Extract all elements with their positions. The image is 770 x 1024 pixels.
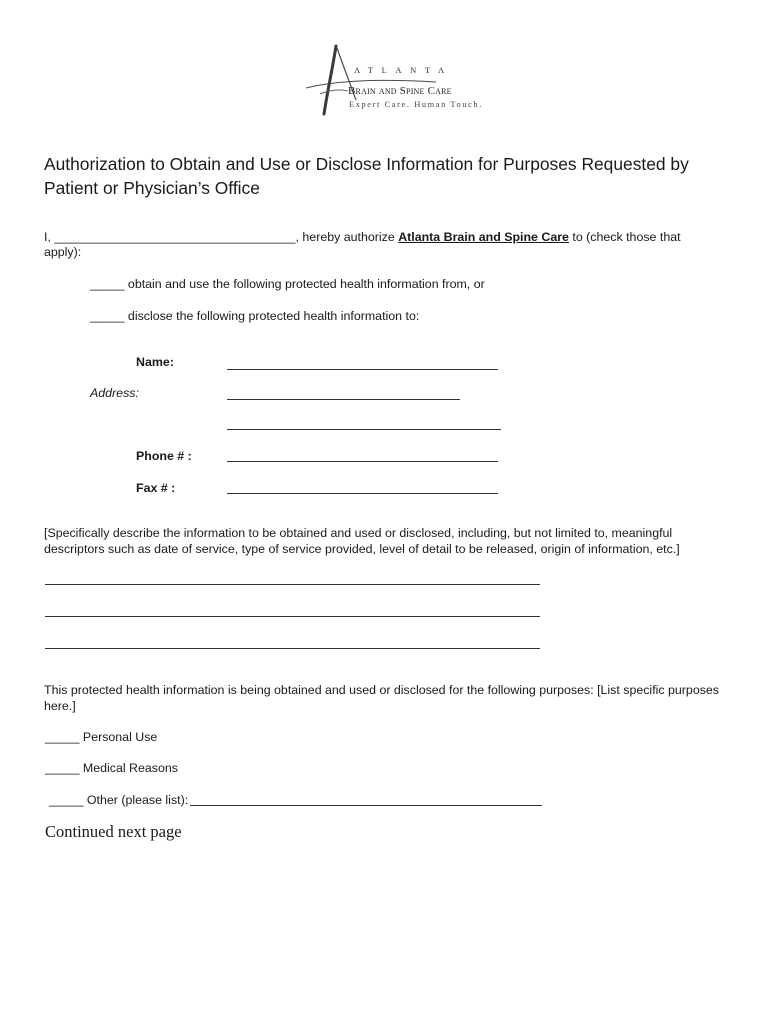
authorization-line — [44, 229, 681, 245]
option-obtain-checkbox[interactable]: _____ — [90, 277, 125, 291]
option-obtain — [90, 276, 485, 292]
purpose-other-field[interactable] — [190, 805, 542, 806]
authorize-continued: apply): — [44, 245, 82, 259]
description-line-2[interactable] — [45, 616, 540, 617]
fax-field[interactable] — [227, 493, 498, 494]
purpose-other-checkbox[interactable]: _____ — [49, 793, 84, 807]
purpose-personal — [45, 729, 157, 745]
logo-letters: ATLANTA — [354, 65, 453, 75]
phone-field[interactable] — [227, 461, 498, 462]
logo-a-mark-icon — [300, 42, 500, 122]
describe-instructions: [Specifically describe the information to be obtained and used or disclosed, including, but not limited to, meaningful descriptors such as date of service, type of service provided, level of detail to be released, origin of information, etc.] — [44, 526, 680, 556]
authorize-middle: , hereby authorize — [295, 230, 395, 244]
purpose-personal-label: Personal Use — [82, 730, 158, 744]
description-line-3[interactable] — [45, 648, 540, 649]
option-obtain-label: obtain and use the following protected health information from, or — [127, 277, 485, 291]
fax-label: Fax # : — [136, 481, 176, 495]
option-disclose — [90, 308, 419, 324]
purpose-other-label: Other (please list): — [86, 793, 189, 807]
address-field-line1[interactable] — [227, 399, 460, 400]
purpose-other — [49, 792, 188, 808]
authorize-suffix: to (check those that — [572, 230, 681, 244]
purpose-medical — [45, 760, 178, 776]
option-disclose-label: disclose the following protected health information to: — [127, 309, 420, 323]
patient-name-blank[interactable]: ___________________________________ — [54, 230, 296, 244]
name-field[interactable] — [227, 369, 498, 370]
authorize-prefix: I, — [44, 230, 51, 244]
phone-label: Phone # : — [136, 449, 192, 463]
purpose-medical-label: Medical Reasons — [82, 761, 178, 775]
option-disclose-checkbox[interactable]: _____ — [90, 309, 125, 323]
purpose-medical-checkbox[interactable]: _____ — [45, 761, 80, 775]
continued-next-page: Continued next page — [45, 822, 182, 841]
purpose-intro: This protected health information is being obtained and used or disclosed for the following purposes: [List specific purposes here.] — [44, 683, 719, 713]
atlanta-brain-spine-logo — [300, 42, 500, 122]
logo-tagline: Expert Care. Human Touch. — [349, 100, 483, 109]
name-label: Name: — [136, 355, 174, 369]
logo-brand-text: Brain and Spine Care — [348, 85, 452, 97]
form-title: Authorization to Obtain and Use or Disclose Information for Purposes Requested by Patient or Physician’s Office — [44, 154, 689, 198]
description-line-1[interactable] — [45, 584, 540, 585]
logo-brand-name — [348, 85, 452, 97]
address-label: Address: — [90, 386, 139, 400]
purpose-personal-checkbox[interactable]: _____ — [45, 730, 80, 744]
organization-name: Atlanta Brain and Spine Care — [398, 230, 569, 244]
address-field-line2[interactable] — [227, 429, 501, 430]
